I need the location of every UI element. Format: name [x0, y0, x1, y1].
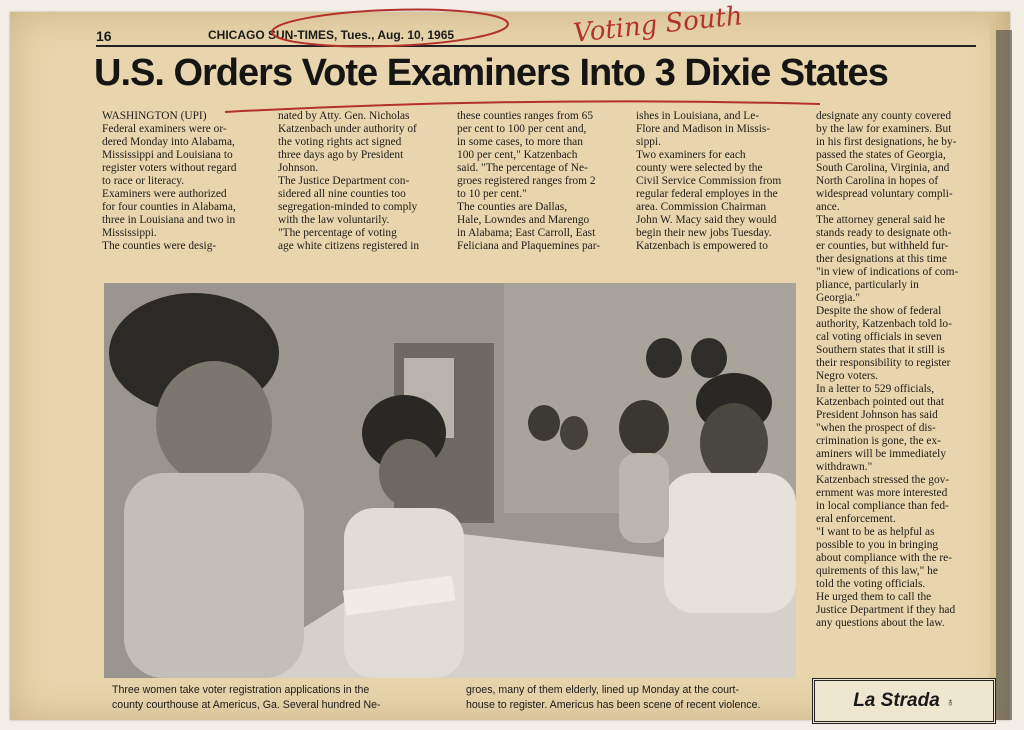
dateline: CHICAGO SUN-TIMES, Tues., Aug. 10, 1965: [208, 28, 455, 42]
handwritten-note: Voting South: [571, 1, 744, 49]
news-photo: [104, 283, 796, 678]
article-column-5: designate any county covered by the law for examiners. But in his first designations, he by- passed the states of Georgia, South Carolina, Virginia, and North Carolina in hopes of widespread voluntary compli- ance. The attorney general said he stands ready to designate oth- er counties, but withheld fur- ther designations at this time "in view of indications of com- pliance, particularly in Georgia." Despite the show of federal authority, Katzenbach told lo- cal voting officials in seven Southern states that it still is their responsibility to register Negro voters. In a letter to 529 officials, Katzenbach pointed out that President Johnson has said "when the prospect of dis- crimination is gone, the ex- aminers will be immediately withdrawn." Katzenbach stressed the gov- ernment was more interested in local compliance than fed- eral enforcement. "I want to be as helpful as possible to you in bringing about compliance with the re- quirements of this law," he told the voting officials. He urged them to call the Justice Department if they had any questions about the law.: [816, 110, 959, 629]
article-column-1: WASHINGTON (UPI) Federal examiners were or- dered Monday into Alabama, Mississippi and Louisiana to register voters without regard to race or literacy. Examiners were authorized for four counties in Alabama, three in Louisiana and two in Mississippi. The counties were desig-: [102, 110, 237, 252]
photo-illustration: [104, 283, 796, 678]
la-strada-ad: [812, 678, 996, 724]
page-number: 16: [96, 28, 112, 44]
headline: U.S. Orders Vote Examiners Into 3 Dixie States: [94, 52, 888, 94]
masthead: [96, 26, 976, 44]
article-column-4: ishes in Louisiana, and Le- Flore and Madison in Missis- sippi. Two examiners for each county were selected by the Civil Service Commission from regular federal employes in the area. Commission Chairman John W. Macy said they would begin their new jobs Tuesday. Katzenbach is empowered to: [636, 110, 782, 252]
ad-figure-icon: ♁: [945, 695, 955, 709]
ad-label: La Strada: [853, 690, 940, 711]
article-column-3: these counties ranges from 65 per cent to 100 per cent and, in some cases, to more than 100 per cent," Katzenbach said. "The percentage of Ne- groes registered ranges from 2 to 10 per cent." The counties are Dallas, Hale, Lowndes and Marengo in Alabama; East Carroll, East Feliciana and Plaquemines par-: [457, 110, 601, 252]
masthead-rule: [96, 45, 976, 47]
article-column-2: nated by Atty. Gen. Nicholas Katzenbach under authority of the voting rights act signed three days ago by President Johnson. The Justice Department con- sidered all nine counties too segregation-minded to comply with the law voluntarily. "The percentage of voting age white citizens registered in: [278, 110, 420, 252]
photo-caption-right: groes, many of them elderly, lined up Monday at the court- house to register. Americus has been scene of recent violence.: [466, 684, 761, 711]
scan-edge: [996, 30, 1012, 720]
photo-caption-left: Three women take voter registration applications in the county courthouse at Americus, Ga. Several hundred Ne-: [112, 684, 381, 711]
